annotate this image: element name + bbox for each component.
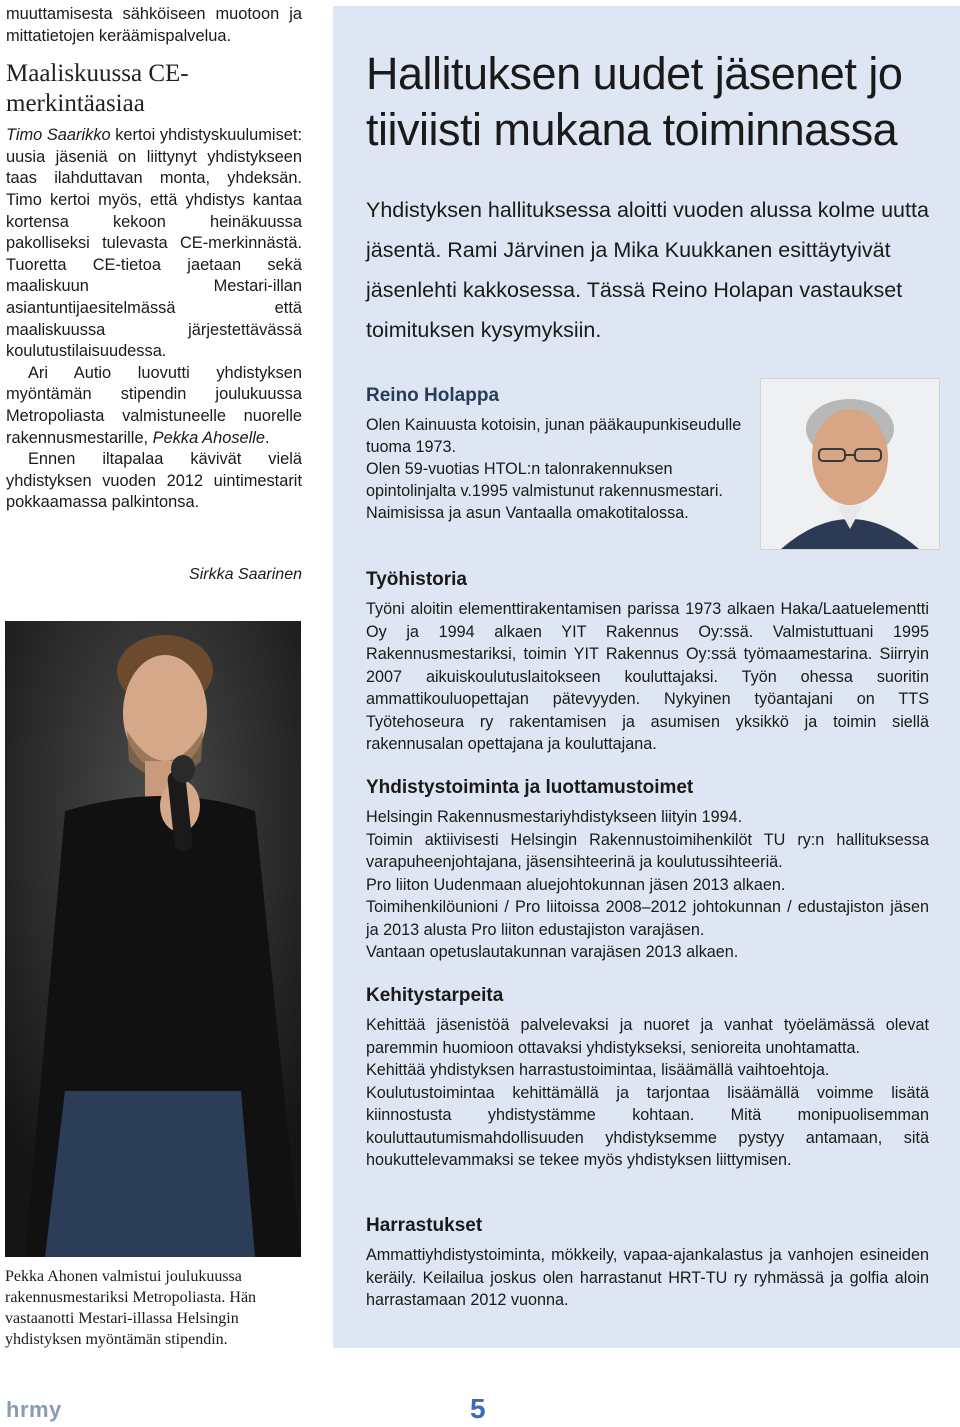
section-text: Kehittää yhdistyksen harrastustoimintaa, lisäämällä vaihtoehtoja. (366, 1061, 830, 1079)
section-text: Pro liiton Uudenmaan aluejohtokunnan jäsen 2013 alkaen. (366, 875, 786, 894)
paragraph-text: Ari Autio luovutti yhdistyksen myöntämän stipendin joulukuussa Metropoliasta valmistuneelle nuorelle rakennusmestarille, (6, 363, 302, 447)
page-number: 5 (470, 1393, 486, 1424)
person-section (366, 384, 746, 524)
author-signature: Sirkka Saarinen (189, 566, 302, 583)
section-title: Yhdistystoiminta ja luottamustoimet (366, 777, 694, 798)
section-text: Toimin aktiivisesti Helsingin Rakennustoimihenkilöt TU ry:n hallituksessa varapuheenjohtajana, jäsensihteerinä ja koulutussihteeriä. (366, 830, 929, 871)
section-text: Helsingin Rakennusmestariyhdistykseen liityin 1994. (366, 808, 743, 826)
article-paragraph: Ennen iltapalaa kävivät vielä yhdistyksen vuoden 2012 uintimestarit pokkaamassa palkintonsa. (6, 450, 302, 512)
section-text: Ammattiyhdistystoiminta, mökkeily, vapaa-ajankalastus ja vanhojen esineiden keräily. Keilailua joskus olen harrastanut HRT-TU ry ryhmässä ja golfia aloin harrastamaan 2012 vuonna. (366, 1246, 929, 1309)
development-section (366, 984, 929, 1172)
article-intro: Yhdistyksen hallituksessa aloitti vuoden alussa kolme uutta jäsentä. Rami Järvinen ja Mika Kuukkanen esittäytyivät jäsenlehti kakkosessa. Tässä Reino Holapan vastaukset toimituksen kysymyksiin. (366, 198, 929, 342)
magazine-logo: hrmy (6, 1397, 62, 1422)
section-heading: Maaliskuussa CE-merkintäasiaa (6, 60, 189, 118)
article-paragraph: muuttamisesta sähköiseen muotoon ja mittatietojen keräämispalvelua. (6, 5, 302, 45)
section-text: Vantaan opetuslautakunnan varajäsen 2013 alkaen. (366, 943, 739, 961)
article-paragraph (6, 125, 302, 363)
section-title: Harrastukset (366, 1215, 483, 1236)
person-heading: Reino Holappa (366, 385, 500, 406)
section-text: Kehittää jäsenistöä palvelevaksi ja nuoret ja vanhat työelämässä olevat paremmin huomioon ottavaksi yhdistykseksi, senioreita unohtamatta. (366, 1016, 929, 1057)
section-title: Työhistoria (366, 569, 467, 590)
section-text: Koulutustoimintaa kehittämällä ja tarjontaa lisäämällä voimme lisätä kiinnostusta yhdistystämme kohtaan. Mitä monipuolisemman kouluttautumismahdollisuuden yhdistyksemme pystyy antamaan, sitä houkuttelevammaksi se tekee myös yhdistyksen liittymisen. (366, 1083, 929, 1169)
section-text: Toimihenkilöunioni / Pro liitoissa 2008–2012 johtokunnan / edustajiston jäsen ja 2013 alusta Pro liiton edustajiston varajäsen. (366, 898, 929, 939)
left-article-column (6, 4, 302, 514)
section-text: Työni aloitin elementtirakentamisen parissa 1973 alkaen Haka/Laatuelementti Oy ja 1994 alkaen YIT Rakennus Oy:ssä. Valmistuttuani 1995 Rakennusmestariksi, toimin YIT Rakennus Oy:ssä työmaamestarina. Siirryin 2007 aikuiskoulutuslaitokseen kouluttajaksi. Työn ohessa suoritin ammattikouluopettajan pätevyyden. Nykyinen työantajani on TTS Työtehoseura ry rakentamisen ja asumisen yksikkö ja toimin siellä rakennusalan opettajana ja kouluttajana. (366, 600, 929, 753)
article-title: Hallituksen uudet jäsenet jo tiiviisti mukana toiminnassa (366, 48, 903, 155)
section-title: Kehitystarpeita (366, 985, 504, 1006)
work-history-section (366, 568, 929, 756)
person-name: Pekka Ahoselle (152, 428, 266, 447)
person-name: Timo Saarikko (6, 126, 111, 145)
association-section (366, 776, 929, 964)
paragraph-text: kertoi yhdistyskuulumiset: uusia jäseniä on liittynyt yhdistykseen taas ilahduttavan monta, yhdeksän. Timo kertoi myös, että yhdistys kantaa kortensa kekoon heinäkuussa pakolliseksi tulevasta CE-merkinnästä. Tuoretta CE-tietoa jaetaan sekä maaliskuun Mestari-illan asiantuntijaesitelmässä että maaliskuussa järjestettävässä koulutustilaisuudessa. (6, 126, 302, 361)
hobbies-section (366, 1214, 929, 1312)
person-text: Naimisissa ja asun Vantaalla omakotitalossa. (366, 504, 689, 522)
article-paragraph (6, 363, 302, 449)
paragraph-text: . (265, 428, 270, 447)
photo-caption: Pekka Ahonen valmistui joulukuussa rakennusmestariksi Metropoliasta. Hän vastaanotti Mestari-illassa Helsingin yhdistyksen myöntämän stipendin. (5, 1268, 257, 1348)
person-text: Olen Kainuusta kotoisin, junan pääkaupunkiseudulle tuoma 1973. (366, 416, 742, 456)
photo-pekka-ahonen (5, 621, 301, 1257)
person-text: Olen 59-vuotias HTOL:n talonrakennuksen opintolinjalta v.1995 valmistunut rakennusmestari. (366, 460, 723, 500)
photo-reino-holappa (760, 378, 940, 550)
